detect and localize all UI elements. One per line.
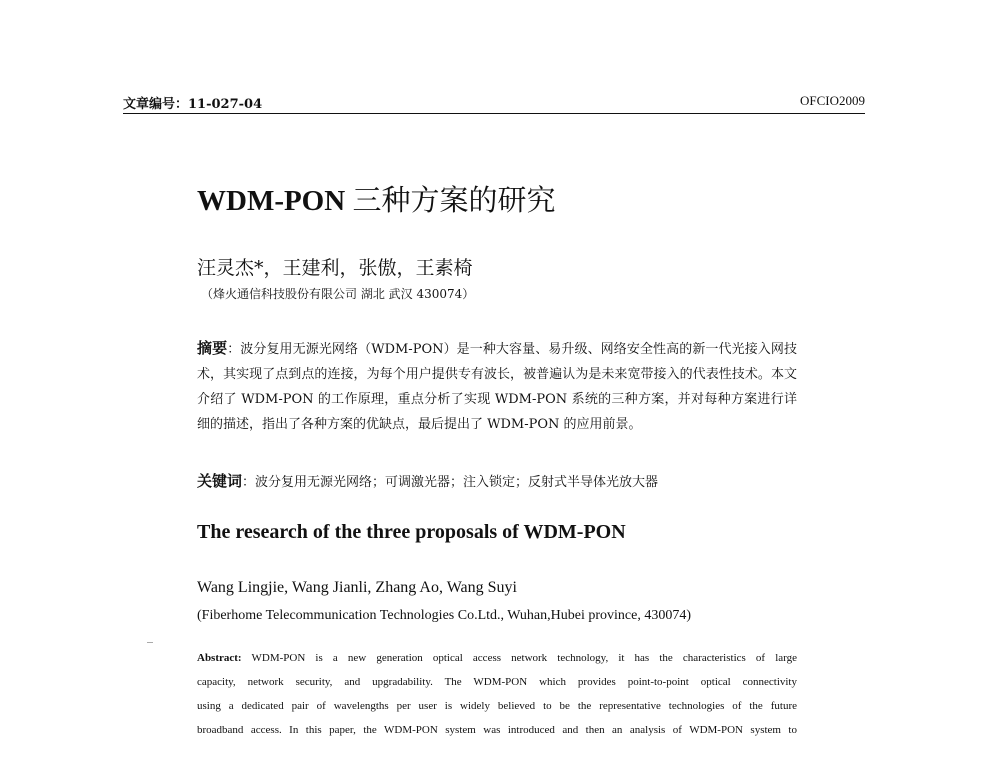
keywords-cn-label: 关键词 — [197, 472, 243, 490]
paper-title-en: The research of the three proposals of WDM-PON — [197, 521, 626, 543]
abstract-cn-label: 摘要 — [197, 339, 228, 357]
keywords-cn — [197, 470, 658, 491]
conference-label: OFCIO2009 — [799, 93, 865, 108]
abstract-en-line: broadband access. In this paper, the WDM-PON system was introduced and then an analysis of WDM-PON system to — [197, 724, 797, 736]
authors-en: Wang Lingjie, Wang Jianli, Zhang Ao, Wang Suyi — [197, 579, 517, 596]
abstract-en-line: using a dedicated pair of wavelengths per user is widely believed to be the representative technologies of the future — [197, 700, 797, 712]
title-cjk: 三种方案的研究 — [352, 183, 556, 217]
affiliation-cn: （烽火通信科技股份有限公司 湖北 武汉 430074） — [201, 287, 475, 301]
abstract-en-line: capacity, network security, and upgradability. The WDM-PON which provides point-to-point optical connectivity — [197, 676, 797, 688]
abstract-cn — [197, 336, 797, 437]
affiliation-en: (Fiberhome Telecommunication Technologies Co.Ltd., Wuhan,Hubei province, 430074) — [197, 608, 691, 623]
abstract-en — [197, 646, 797, 742]
authors-cn: 汪灵杰*，王建利，张傲，王素椅 — [197, 257, 473, 279]
abstract-cn-text: ：波分复用无源光网络（WDM-PON）是一种大容量、易升级、网络安全性高的新一代光接入网技术，其实现了点到点的连接，为每个用户提供专有波长，被普遍认为是未来宽带接入的代表性技术。本文介绍了 WDM-PON 的工作原理，重点分析了实现 WDM-PON 系统的三种方案，并对每种方案进行详细的描述，指出了各种方案的优缺点，最后提出了 WDM-PON 的应用前景。 — [197, 342, 797, 432]
paper-title-cn — [197, 178, 555, 219]
page-header — [123, 91, 865, 114]
abstract-en-label: Abstract: — [197, 652, 242, 664]
article-number: 文章编号：11-027-04 — [123, 97, 263, 112]
abstract-en-line: Abstract: WDM-PON is a new generation optical access network technology, it has the characteristics of large — [197, 652, 797, 664]
title-latin: WDM-PON — [197, 185, 346, 217]
margin-mark — [147, 642, 153, 643]
keywords-cn-text: ：波分复用无源光网络；可调激光器；注入锁定；反射式半导体光放大器 — [242, 475, 659, 490]
